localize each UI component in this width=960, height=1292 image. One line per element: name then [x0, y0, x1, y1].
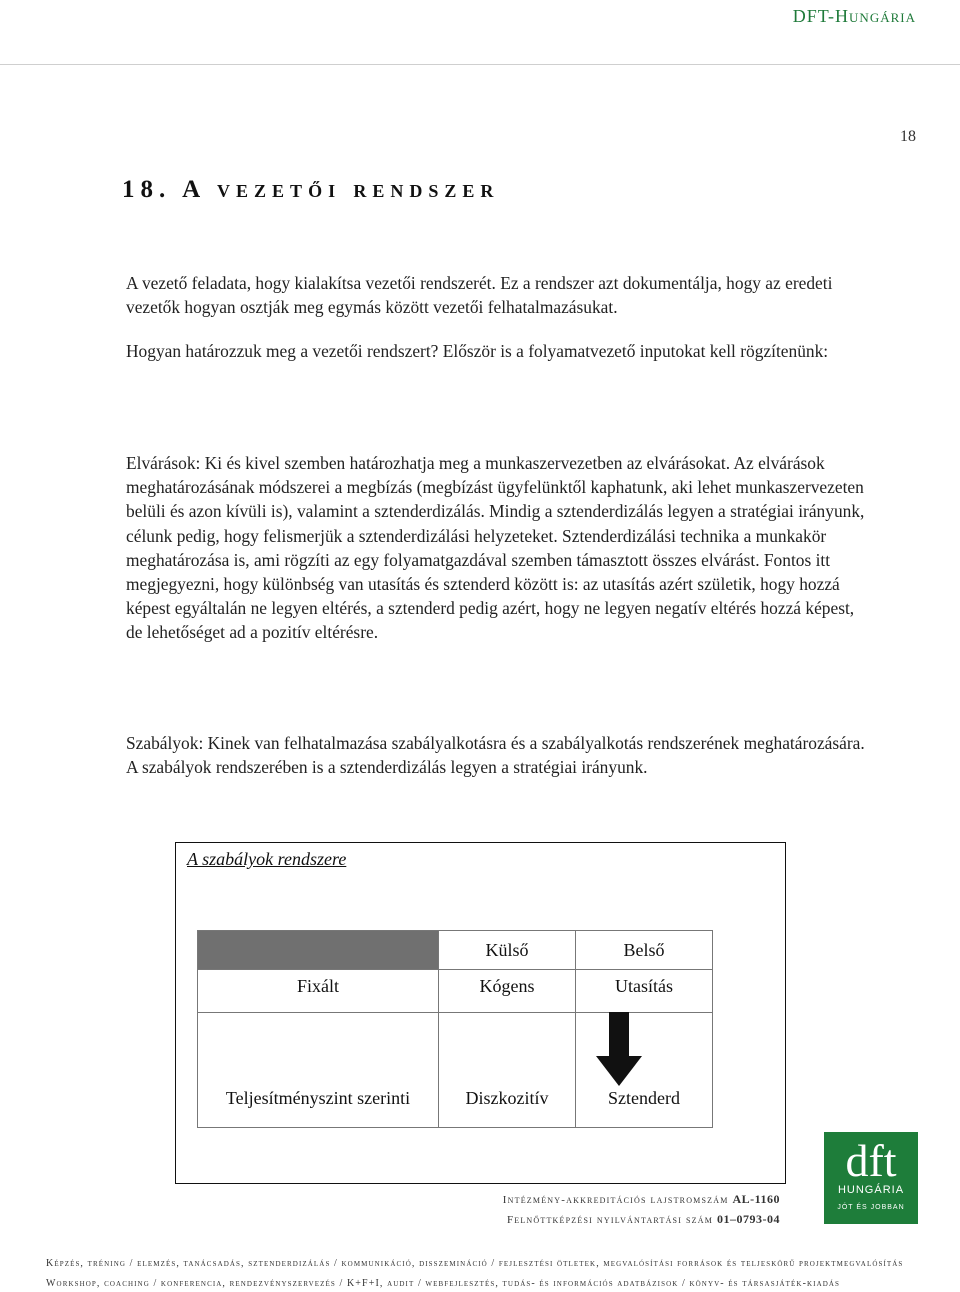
brand-name: DFT-Hungária	[792, 6, 916, 26]
accreditation-number	[503, 1192, 780, 1207]
paragraph-expectations: Elvárások: Ki és kivel szemben határozhatja meg a munkaszervezetben az elvárásokat. Az elvárások meghatározásának módszerei a megbízás (megbízást ügyfelünktől kaphatunk, aki lehet munkaszervezeten belüli és azon kívüli is), valamint a sztenderdizálás. Mindig a sztenderdizálás legyen a stratégiai irányunk, célunk pedig, hogy felismerjük a sztenderdizálási helyzeteket. Sztenderdizálási technika a munkakör meghatározása is, ami rögzíti az egy folyamatgazdával szemben támasztott összes elvárást. Fontos itt megjegyezni, hogy különbség van utasítás és sztenderd között is: az utasítás azért születik, hogy hozzá képest egyáltalán ne legyen eltérés, a sztenderd pedig azért, hogy ne legyen negatív eltérés hozzá képest, de lehetőséget ad a pozitív eltérésre.	[126, 453, 865, 643]
header-cell-external: Külső	[439, 931, 576, 970]
row-label-fixed: Fixált	[198, 970, 439, 1013]
cell-dispositive: Diszkozitív	[439, 1013, 576, 1128]
registration-number	[507, 1212, 780, 1227]
cell-cogent: Kógens	[439, 970, 576, 1013]
chapter-title: 18. A vezetői rendszer	[122, 176, 500, 203]
registration-label: Felnőttképzési nyilvántartási szám	[506, 1214, 714, 1226]
footer-services-line-1: Képzés, tréning / elemzés, tanácsadás, sztenderdizálás / kommunikáció, disszemináció / fejlesztési ötletek, megvalósítási források és teljeskörű projektmegvalósítás	[46, 1258, 904, 1269]
paragraph-rules: Szabályok: Kinek van felhatalmazása szabályalkotásra és a szabályalkotás rendszerének meghatározására. A szabályok rendszerében is a sztenderdizálás legyen a stratégiai irányunk.	[126, 733, 865, 778]
rules-system-title: A szabályok rendszere	[187, 849, 347, 869]
table-row	[198, 970, 713, 1013]
paragraph-intro: A vezető feladata, hogy kialakítsa vezetői rendszerét. Ez a rendszer azt dokumentálja, hogy az eredeti vezetők hogyan osztják meg egymás között vezetői felhatalmazásukat.	[126, 273, 833, 318]
logo-country: HUNGÁRIA	[837, 1184, 905, 1196]
dft-logo	[824, 1132, 918, 1224]
header-cell-internal: Belső	[576, 931, 713, 970]
footer-services-line-2: Workshop, coaching / konferencia, rendezvényszervezés / K+F+I, audit / webfejlesztés, tudás- és információs adatbázisok / könyv- és társasjáték-kiadás	[46, 1278, 841, 1289]
table-header-row	[198, 931, 713, 970]
header-empty-cell	[198, 931, 439, 970]
cell-instruction-label: Utasítás	[615, 976, 673, 996]
cell-instruction	[576, 970, 713, 1013]
row-label-performance: Teljesítményszint szerinti	[198, 1013, 439, 1128]
accreditation-value: AL-1160	[732, 1192, 780, 1206]
paragraph-question: Hogyan határozzuk meg a vezetői rendszert? Először is a folyamatvezető inputokat kell rögzítenünk:	[126, 341, 829, 361]
logo-tagline: JÓT ÉS JOBBAN	[837, 1204, 905, 1211]
logo-mark: dft	[845, 1135, 897, 1186]
header-divider	[0, 64, 960, 65]
page-number: 18	[900, 128, 916, 145]
cell-standard-label: Sztenderd	[608, 1088, 680, 1108]
registration-value: 01–0793-04	[717, 1212, 780, 1226]
accreditation-label: Intézmény-akkreditációs lajstromszám	[502, 1194, 729, 1206]
down-arrow-icon	[596, 1012, 642, 1086]
